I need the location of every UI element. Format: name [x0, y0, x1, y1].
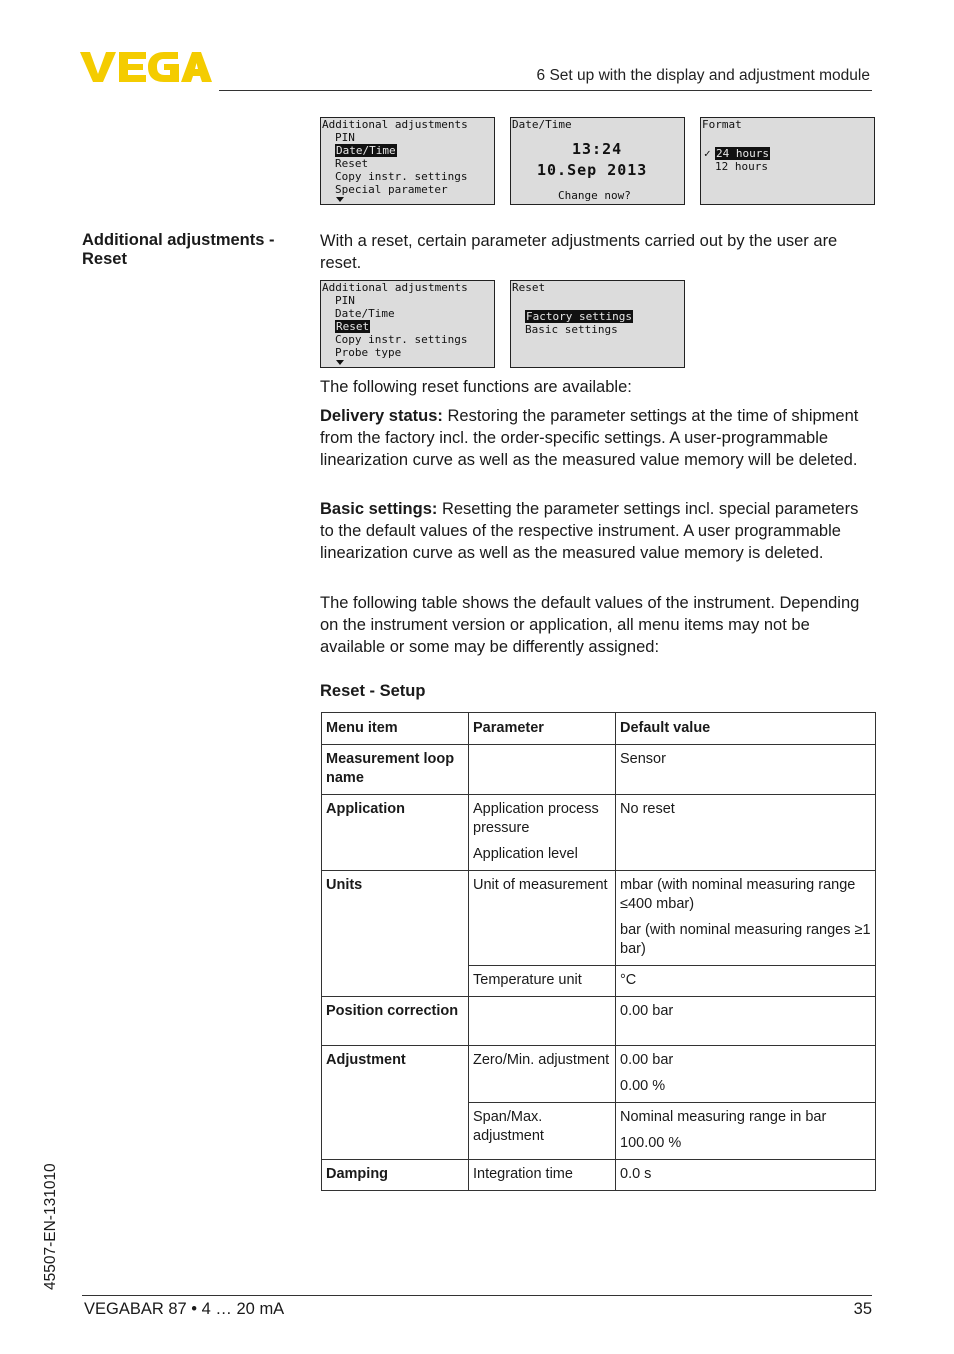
value-cell [616, 1046, 876, 1103]
display-line-selected: Reset [336, 320, 370, 333]
parameter-cell [469, 745, 616, 795]
vega-logo [80, 50, 212, 84]
value-cell: °C [616, 966, 876, 997]
menu-item-cell: Position correction [322, 997, 469, 1046]
display-line: PIN [335, 131, 355, 144]
table-header-row [322, 713, 876, 745]
value-text: 0.00 % [620, 1078, 666, 1094]
section-title: 6 Set up with the display and adjustment module [536, 67, 870, 84]
display-line: Special parameter [335, 183, 448, 196]
side-heading: Additional adjustments - Reset [82, 231, 275, 268]
display-line: PIN [335, 294, 355, 307]
intro-paragraph: With a reset, certain parameter adjustments carried out by the user are reset. [320, 232, 838, 272]
functions-intro: The following reset functions are available: [320, 378, 632, 396]
table-row [322, 1160, 876, 1191]
menu-item-cell: Measurement loop name [322, 745, 469, 795]
display-time: 13:24 [572, 140, 623, 158]
product-name: VEGABAR 87 • 4 … 20 mA [84, 1300, 285, 1318]
display-line: Additional adjustments [322, 281, 468, 294]
delivery-status-paragraph [320, 405, 876, 471]
scroll-down-icon [336, 360, 344, 365]
display-option-selected: 24 hours [716, 147, 769, 160]
table-row [322, 871, 876, 966]
table-intro: The following table shows the default values of the instrument. Depending on the instrument version or application, all menu items may not be available or some may be differently assigned: [320, 594, 860, 656]
checkmark-icon: ✓ [704, 147, 711, 160]
display-title: Date/Time [512, 118, 572, 131]
table-title: Reset - Setup [320, 682, 426, 700]
parameter-text: Application process pressure [473, 801, 599, 836]
delivery-status-text: Restoring the parameter settings at the time of shipment from the factory incl. the order-specific settings. A user-programmable linearization curve as well as the measured value memory will be deleted. [320, 407, 859, 469]
parameter-cell: Integration time [469, 1160, 616, 1191]
menu-item-cell: Damping [322, 1160, 469, 1191]
header-parameter: Parameter [469, 713, 616, 745]
display-menu-date-time [320, 117, 495, 205]
parameter-cell: Unit of measurement [469, 871, 616, 966]
menu-item-cell: Adjustment [322, 1046, 469, 1160]
header-default-value: Default value [616, 713, 876, 745]
value-text: 0.00 bar [620, 1052, 674, 1068]
display-title: Format [702, 118, 742, 131]
table-row [322, 745, 876, 795]
display-line-selected: Date/Time [336, 144, 396, 157]
value-text: 100.00 % [620, 1135, 682, 1151]
parameter-cell: Zero/Min. adjustment [469, 1046, 616, 1103]
display-option-selected: Factory settings [526, 310, 632, 323]
page-number: 35 [853, 1300, 872, 1318]
basic-settings-label: Basic settings: [320, 500, 438, 518]
display-line: Date/Time [335, 307, 395, 320]
footer-divider [82, 1295, 872, 1296]
basic-settings-paragraph [320, 498, 876, 564]
basic-settings-text: Resetting the parameter settings incl. special parameters to the default values of the respective instrument. A user programmable linearization curve as well as the measured value memory is deleted. [320, 500, 859, 562]
parameter-cell: Span/Max. adjustment [469, 1103, 616, 1160]
display-prompt: Change now? [558, 189, 631, 202]
parameter-cell [469, 997, 616, 1046]
display-line: Additional adjustments [322, 118, 468, 131]
display-option: Basic settings [525, 323, 618, 336]
display-date-time [510, 117, 685, 205]
display-date: 10.Sep 2013 [537, 161, 648, 179]
display-line: Reset [335, 157, 369, 170]
table-row [322, 1046, 876, 1103]
menu-item-cell: Units [322, 871, 469, 997]
display-menu-reset [320, 280, 495, 368]
table-row [322, 795, 876, 871]
display-line: Copy instr. settings [335, 333, 468, 346]
header-menu-item: Menu item [322, 713, 469, 745]
menu-item-cell: Application [322, 795, 469, 871]
value-text: bar (with nominal measuring ranges ≥1 bar) [620, 922, 871, 957]
parameter-cell [469, 795, 616, 871]
value-cell: 0.0 s [616, 1160, 876, 1191]
display-line: Probe type [335, 346, 402, 359]
delivery-status-label: Delivery status: [320, 407, 443, 425]
value-cell: Sensor [616, 745, 876, 795]
display-line: Copy instr. settings [335, 170, 468, 183]
value-cell: 0.00 bar [616, 997, 876, 1046]
display-format [700, 117, 875, 205]
display-reset [510, 280, 685, 368]
value-cell [616, 871, 876, 966]
value-cell [616, 1103, 876, 1160]
parameter-cell: Temperature unit [469, 966, 616, 997]
table-row [322, 997, 876, 1046]
header-divider [219, 90, 872, 91]
reset-setup-table [321, 712, 876, 1191]
display-title: Reset [512, 281, 546, 294]
scroll-down-icon [336, 197, 344, 202]
parameter-text: Application level [473, 846, 578, 862]
value-text: Nominal measuring range in bar [620, 1109, 827, 1125]
document-id: 45507-EN-131010 [42, 1163, 59, 1290]
value-cell: No reset [616, 795, 876, 871]
value-text: mbar (with nominal measuring range ≤400 mbar) [620, 877, 856, 912]
display-option: 12 hours [715, 160, 768, 173]
